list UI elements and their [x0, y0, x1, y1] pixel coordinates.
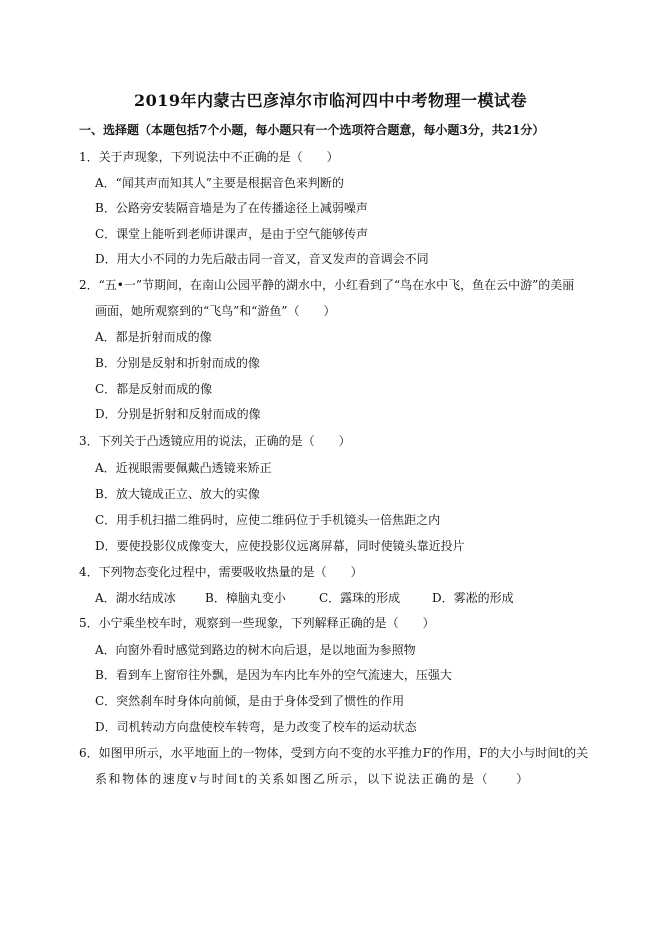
question-5-option-c: C．突然刹车时身体向前倾，是由于身体受到了惯性的作用 — [95, 694, 405, 708]
question-2-option-d: D．分别是折射和反射而成的像 — [95, 407, 261, 421]
question-5-option-a: A．向窗外看时感觉到路边的树木向后退，是以地面为参照物 — [95, 643, 416, 657]
question-4-stem: 4．下列物态变化过程中，需要吸收热量的是（ ） — [79, 565, 363, 579]
question-5-stem: 5．小宁乘坐校车时，观察到一些现象，下列解释正确的是（ ） — [79, 616, 435, 630]
question-3-option-b: B．放大镜成正立、放大的实像 — [95, 487, 260, 501]
section-heading: 一、选择题（本题包括7个小题，每小题只有一个选项符合题意，每小题3分，共21分） — [79, 123, 545, 137]
question-6-stem-continued: 系和物体的速度v与时间t的关系如图乙所示，以下说法正确的是（ ） — [95, 772, 530, 786]
question-1-option-d: D．用大小不同的力先后敲击同一音叉，音叉发声的音调会不同 — [95, 252, 429, 266]
question-3-option-c: C．用手机扫描二维码时，应使二维码位于手机镜头一倍焦距之内 — [95, 513, 441, 527]
question-2-option-b: B．分别是反射和折射而成的像 — [95, 356, 260, 370]
question-1-stem: 1．关于声现象，下列说法中不正确的是（ ） — [79, 150, 339, 164]
question-4-option-a: A．湖水结成冰 — [95, 591, 176, 605]
question-4-option-b: B．樟脑丸变小 — [205, 591, 286, 605]
question-2-option-c: C．都是反射而成的像 — [95, 382, 213, 396]
question-4-option-c: C．露珠的形成 — [319, 591, 401, 605]
question-5-option-b: B．看到车上窗帘往外飘，是因为车内比车外的空气流速大，压强大 — [95, 668, 452, 682]
question-5-option-d: D．司机转动方向盘使校车转弯，是力改变了校车的运动状态 — [95, 720, 417, 734]
question-6-stem: 6．如图甲所示，水平地面上的一物体，受到方向不变的水平推力F的作用，F的大小与时间t的关 — [79, 746, 589, 760]
question-1-option-c: C．课堂上能听到老师讲课声，是由于空气能够传声 — [95, 227, 369, 241]
question-4-options-row — [95, 589, 575, 605]
question-2-stem-continued: 画面，她所观察到的“飞鸟”和“游鱼”（ ） — [95, 304, 336, 318]
question-2-stem: 2．“五•一”节期间，在南山公园平静的湖水中，小红看到了“鸟在水中飞，鱼在云中游”的美丽 — [79, 278, 575, 292]
question-1-option-b: B．公路旁安装隔音墙是为了在传播途径上减弱噪声 — [95, 201, 368, 215]
question-3-option-a: A．近视眼需要佩戴凸透镜来矫正 — [95, 461, 272, 475]
question-3-stem: 3．下列关于凸透镜应用的说法，正确的是（ ） — [79, 434, 351, 448]
page-title: 2019年内蒙古巴彦淖尔市临河四中中考物理一模试卷 — [133, 91, 528, 110]
question-2-option-a: A．都是折射而成的像 — [95, 330, 212, 344]
question-1-option-a: A．“闻其声而知其人”主要是根据音色来判断的 — [95, 176, 344, 190]
question-4-option-d: D．雾凇的形成 — [432, 591, 514, 605]
question-3-option-d: D．要使投影仪成像变大，应使投影仪远离屏幕，同时使镜头靠近投片 — [95, 539, 465, 553]
